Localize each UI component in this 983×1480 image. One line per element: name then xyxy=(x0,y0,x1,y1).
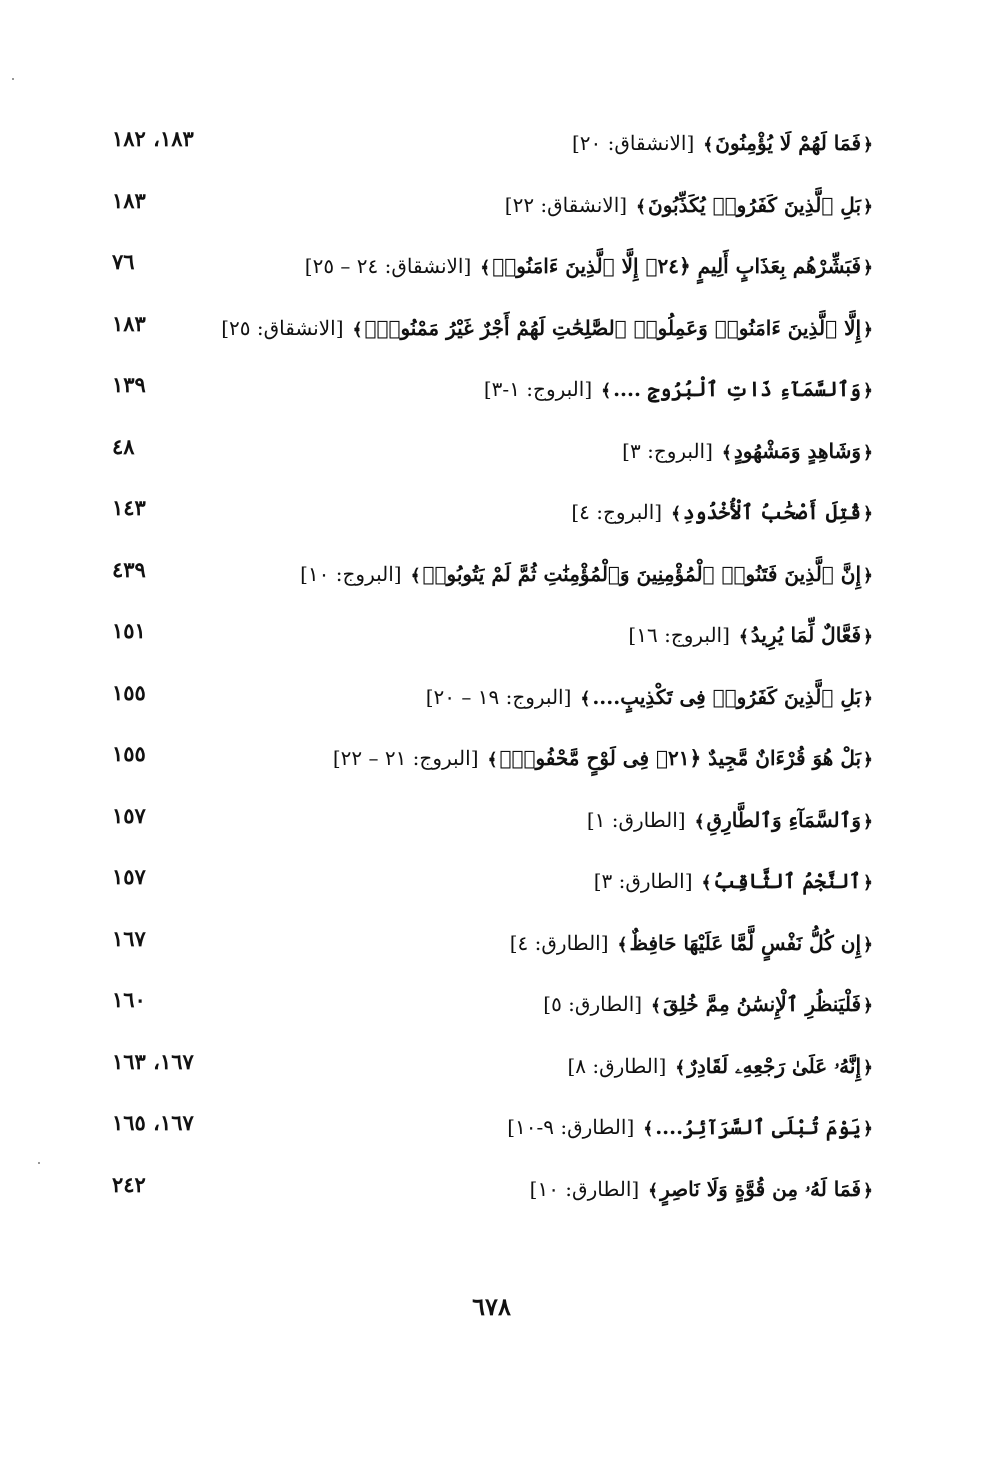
ornate-bracket-open-icon: ﴿ xyxy=(863,565,873,586)
ornate-bracket-open-icon: ﴿ xyxy=(863,750,873,770)
index-row xyxy=(100,733,875,795)
ornate-bracket-close-icon: ﴾ xyxy=(480,258,491,278)
verse-reference: [البروج: ١-٣] xyxy=(483,377,593,401)
verse-reference: [البروج: ٤] xyxy=(571,500,663,524)
page-references: ١٨٣ xyxy=(112,310,146,336)
ornate-bracket-close-icon: ﴾ xyxy=(643,1119,654,1139)
ornate-bracket-close-icon: ﴾ xyxy=(703,135,714,155)
index-row xyxy=(100,487,875,549)
ornate-bracket-open-icon: ﴿ xyxy=(863,135,873,155)
verse-entry xyxy=(333,741,875,777)
page-references: ١٨٣، ١٨٢ xyxy=(112,126,194,151)
page-references: ١٤٣ xyxy=(112,495,146,520)
ornate-bracket-close-icon: ﴾ xyxy=(694,811,705,832)
verse-text: بَلِ ٱلَّذِينَ كَفَرُوا۟ يُكَذِّبُونَ xyxy=(648,192,862,217)
verse-text: فَعَّالٌ لِّمَا يُرِيدُ xyxy=(750,623,862,647)
page-references: ٧٦ xyxy=(112,249,135,274)
verse-entry xyxy=(305,249,875,285)
verse-reference: [البروج: ١٦] xyxy=(628,623,730,647)
index-row xyxy=(100,856,875,918)
index-row xyxy=(100,795,875,857)
verse-entry xyxy=(507,1110,875,1146)
page-references: ١٦٠ xyxy=(112,987,146,1012)
verse-text: وَشَاهِدٍ وَمَشْهُودٍ xyxy=(733,438,862,463)
verse-reference: [الانشقاق: ٢٢] xyxy=(504,192,628,217)
ornate-bracket-open-icon: ﴿ xyxy=(863,1119,873,1139)
page-references: ١٣٩ xyxy=(112,372,146,397)
verse-text: قُتِلَ أَصْحَٰبُ ٱلْأُخْدُودِ xyxy=(683,500,862,524)
scan-speck xyxy=(12,78,14,80)
ornate-bracket-open-icon: ﴿ xyxy=(863,381,873,401)
verse-reference: [الانشقاق: ٢٠] xyxy=(571,131,695,155)
verse-entry xyxy=(530,1172,875,1208)
index-row xyxy=(100,241,875,303)
ornate-bracket-close-icon: ﴾ xyxy=(648,1180,659,1201)
ornate-bracket-open-icon: ﴿ xyxy=(863,811,873,832)
ornate-bracket-close-icon: ﴾ xyxy=(701,873,712,893)
ornate-bracket-open-icon: ﴿ xyxy=(863,688,873,709)
page-references: ٢٤٢ xyxy=(112,1171,146,1197)
verse-text: إِن كُلُّ نَفْسٍ لَّمَّا عَلَيْهَا حَافِظٌ xyxy=(629,930,862,955)
ornate-bracket-open-icon: ﴿ xyxy=(863,627,873,647)
page-references: ١٦٧، ١٦٣ xyxy=(112,1048,194,1074)
index-row xyxy=(100,426,875,488)
verse-reference: [الطارق: ٨] xyxy=(567,1053,667,1078)
verse-entry xyxy=(567,1049,875,1085)
verse-reference: [الطارق: ١٠] xyxy=(529,1176,640,1201)
page-references: ٤٨ xyxy=(112,433,135,459)
verse-entry xyxy=(594,864,875,900)
index-row xyxy=(100,303,875,365)
verse-text: يَوْمَ تُبْلَى ٱلسَّرَآئِرُ.... xyxy=(655,1115,862,1139)
verse-entry xyxy=(300,557,875,593)
ornate-bracket-open-icon: ﴿ xyxy=(863,258,873,278)
page-references: ٤٣٩ xyxy=(112,556,146,582)
page-references: ١٥٥ xyxy=(112,679,146,705)
index-row xyxy=(100,364,875,426)
scan-speck xyxy=(38,1162,40,1164)
verse-text: إِنَّهُۥ عَلَىٰ رَجْعِهِۦ لَقَادِرٌ xyxy=(687,1053,862,1078)
index-row xyxy=(100,672,875,734)
verse-reference: [الطارق: ٩-١٠] xyxy=(507,1115,635,1139)
index-row xyxy=(100,118,875,180)
verse-entry xyxy=(622,434,875,470)
verse-reference: [الانشقاق: ٢٥] xyxy=(221,315,344,340)
index-row xyxy=(100,1041,875,1103)
ornate-bracket-close-icon: ﴾ xyxy=(580,688,591,709)
index-row xyxy=(100,918,875,980)
verse-reference: [البروج: ٢١ – ٢٢] xyxy=(332,746,479,770)
index-row xyxy=(100,1164,875,1226)
ornate-bracket-open-icon: ﴿ xyxy=(863,1180,873,1201)
verse-text: إِنَّ ٱلَّذِينَ فَتَنُوا۟ ٱلْمُؤْمِنِينَ وَٱلْمُؤْمِنَٰتِ ثُمَّ لَمْ يَتُوبُوا۟ xyxy=(422,561,862,586)
verse-entry xyxy=(484,372,875,408)
verse-text: ٱلنَّجْمُ ٱلثَّاقِبُ xyxy=(713,869,862,893)
index-row xyxy=(100,1102,875,1164)
verse-text: فَمَا لَهُمْ لَا يُؤْمِنُونَ xyxy=(715,131,862,155)
verse-entry xyxy=(628,618,875,654)
ornate-bracket-close-icon: ﴾ xyxy=(487,750,498,770)
verse-entry xyxy=(571,495,875,531)
verse-text: وَٱلسَّمَآءِ ذَاتِ ٱلْبُرُوجِ .... xyxy=(613,377,862,401)
ornate-bracket-close-icon: ﴾ xyxy=(601,381,612,401)
verse-text: بَلِ ٱلَّذِينَ كَفَرُوا۟ فِى تَكْذِيبٍ.... xyxy=(592,684,862,709)
ornate-bracket-open-icon: ﴿ xyxy=(863,1057,873,1078)
ornate-bracket-open-icon: ﴿ xyxy=(863,319,873,340)
ornate-bracket-close-icon: ﴾ xyxy=(721,442,732,463)
verse-reference: [البروج: ٣] xyxy=(622,438,713,463)
verse-text: إِلَّا ٱلَّذِينَ ءَامَنُوا۟ وَعَمِلُوا۟ ٱلصَّٰلِحَٰتِ لَهُمْ أَجْرٌ غَيْرُ مَمْنُونٍۭ xyxy=(364,315,862,340)
ornate-bracket-close-icon: ﴾ xyxy=(410,565,421,586)
page-references: ١٦٧، ١٦٥ xyxy=(112,1110,194,1135)
page-references: ١٨٣ xyxy=(112,187,146,213)
ornate-bracket-close-icon: ﴾ xyxy=(675,1057,686,1078)
verse-entry xyxy=(426,680,875,716)
verse-reference: [الطارق: ٤] xyxy=(509,930,609,955)
ornate-bracket-open-icon: ﴿ xyxy=(863,442,873,463)
ornate-bracket-close-icon: ﴾ xyxy=(738,627,749,647)
verse-reference: [الطارق: ٥] xyxy=(543,992,643,1016)
verse-reference: [الطارق: ١] xyxy=(586,807,686,832)
index-row xyxy=(100,979,875,1041)
index-row xyxy=(100,610,875,672)
page-references: ١٥٧ xyxy=(112,864,146,889)
verse-text: فَلْيَنظُرِ ٱلْإِنسَٰنُ مِمَّ خُلِقَ xyxy=(663,992,862,1016)
index-row xyxy=(100,549,875,611)
verse-entry xyxy=(543,987,875,1023)
verse-text: فَبَشِّرْهُم بِعَذَابٍ أَلِيمٍ ﴿٢٤﴾ إِلَّا ٱلَّذِينَ ءَامَنُوا۟ xyxy=(492,254,862,278)
ornate-bracket-open-icon: ﴿ xyxy=(863,873,873,893)
verse-entry xyxy=(221,311,875,347)
page-references: ١٥١ xyxy=(112,618,146,643)
verse-index-list xyxy=(100,118,875,1225)
verse-text: بَلْ هُوَ قُرْءَانٌ مَّجِيدٌ ﴿٢١﴾ فِى لَوْحٍ مَّحْفُوظٍۭ xyxy=(499,746,862,770)
ornate-bracket-close-icon: ﴾ xyxy=(352,319,363,340)
page-number: ٦٧٨ xyxy=(472,1292,511,1321)
page-references: ١٦٧ xyxy=(112,925,146,951)
verse-reference: [البروج: ١٠] xyxy=(300,561,402,586)
verse-entry xyxy=(510,926,875,962)
verse-reference: [الطارق: ٣] xyxy=(593,869,693,893)
page-references: ١٥٧ xyxy=(112,802,146,828)
ornate-bracket-close-icon: ﴾ xyxy=(617,934,628,955)
verse-text: وَٱلسَّمَآءِ وَٱلطَّارِقِ xyxy=(706,807,862,832)
ornate-bracket-close-icon: ﴾ xyxy=(651,996,661,1016)
verse-entry xyxy=(587,803,875,839)
verse-text: فَمَا لَهُۥ مِن قُوَّةٍ وَلَا نَاصِرٍ xyxy=(660,1176,862,1201)
verse-entry xyxy=(505,188,875,224)
verse-entry xyxy=(572,126,875,162)
ornate-bracket-open-icon: ﴿ xyxy=(863,934,873,955)
page-references: ١٥٥ xyxy=(112,741,146,766)
ornate-bracket-close-icon: ﴾ xyxy=(636,196,646,217)
verse-reference: [البروج: ١٩ – ٢٠] xyxy=(425,684,572,709)
ornate-bracket-open-icon: ﴿ xyxy=(863,504,873,524)
ornate-bracket-open-icon: ﴿ xyxy=(863,996,873,1016)
index-row xyxy=(100,180,875,242)
ornate-bracket-open-icon: ﴿ xyxy=(863,196,873,217)
ornate-bracket-close-icon: ﴾ xyxy=(671,504,682,524)
verse-reference: [الانشقاق: ٢٤ – ٢٥] xyxy=(304,254,472,278)
